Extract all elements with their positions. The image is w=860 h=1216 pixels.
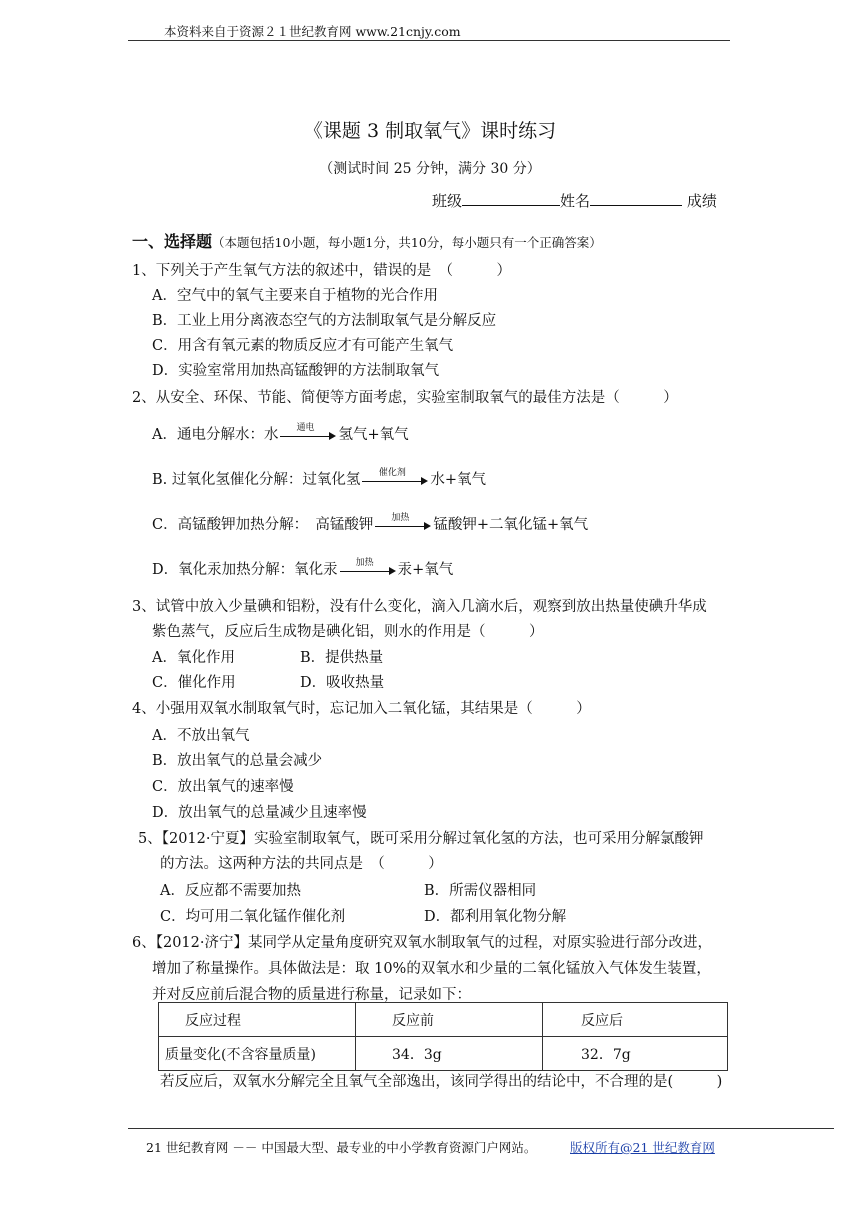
q3-stem-line2: 紫色蒸气，反应后生成物是碘化铝，则水的作用是（ ） xyxy=(152,624,544,640)
q1-stem: 1、下列关于产生氧气方法的叙述中，错误的是 （ ） xyxy=(132,263,511,279)
name-label: 姓名 xyxy=(560,192,591,210)
q4-option-d: D．放出氧气的总量减少且速率慢 xyxy=(152,805,367,821)
q3-option-c: C．催化作用 xyxy=(152,675,236,691)
q4-stem: 4、小强用双氧水制取氧气时，忘记加入二氧化锰，其结果是（ ） xyxy=(132,701,591,717)
reaction-arrow xyxy=(280,423,336,442)
reaction-condition: 加热 xyxy=(355,558,374,568)
q5-option-c: C．均可用二氧化锰作催化剂 xyxy=(160,909,346,925)
name-blank[interactable] xyxy=(590,191,682,206)
table-header-cell: 反应前 xyxy=(356,1003,543,1037)
q3-option-d: D．吸收热量 xyxy=(300,675,385,691)
q2-option-a xyxy=(152,423,409,444)
q2-a-reactant: A．通电分解水：水 xyxy=(152,427,279,443)
q2-stem: 2、从安全、环保、节能、简便等方面考虑，实验室制取氧气的最佳方法是（ ） xyxy=(132,390,678,406)
q6-stem-line2: 增加了称量操作。具体做法是：取 10%的双氧水和少量的二氧化锰放入气体发生装置， xyxy=(152,961,711,977)
reaction-condition: 通电 xyxy=(296,423,315,433)
score-label: 成绩 xyxy=(686,192,717,210)
reaction-arrow xyxy=(362,468,428,487)
q2-option-b xyxy=(152,468,486,489)
q6-stem-line1: 6、【2012·济宁】某同学从定量角度研究双氧水制取氧气的过程，对原实验进行部分改进， xyxy=(132,935,712,951)
reaction-condition: 催化剂 xyxy=(378,468,406,478)
footer-text: 21 世纪教育网 －－ 中国最大型、最专业的中小学教育资源门户网站。 xyxy=(146,1140,537,1155)
table-header-cell: 反应后 xyxy=(543,1003,728,1037)
q1-option-a: A．空气中的氧气主要来自于植物的光合作用 xyxy=(152,288,438,304)
class-label: 班级 xyxy=(432,192,463,210)
class-blank[interactable] xyxy=(462,191,560,206)
q4-option-a: A．不放出氧气 xyxy=(152,728,250,744)
q2-d-reactant: D．氧化汞加热分解：氧化汞 xyxy=(152,562,338,578)
q3-option-a: A．氧化作用 xyxy=(152,650,235,666)
reaction-arrow xyxy=(375,513,431,532)
table-cell: 质量变化(不含容量质量) xyxy=(159,1037,356,1071)
q5-stem-line1: 5、【2012·宁夏】实验室制取氧气，既可采用分解过氧化氢的方法，也可采用分解氯酸钾 xyxy=(138,831,704,847)
q3-option-b: B．提供热量 xyxy=(300,650,384,666)
table-header-cell: 反应过程 xyxy=(159,1003,356,1037)
header-source-text: 本资料来自于资源２１世纪教育网 www.21cnjy.com xyxy=(164,24,461,39)
page-subtitle: （测试时间 25 分钟，满分 30 分） xyxy=(319,161,541,177)
q3-stem-line1: 3、试管中放入少量碘和铝粉，没有什么变化，滴入几滴水后，观察到放出热量使碘升华成 xyxy=(132,599,707,615)
q2-d-product: 汞+氧气 xyxy=(397,562,454,578)
section-note: （本题包括10小题，每小题1分，共10分，每小题只有一个正确答案） xyxy=(212,235,602,250)
reaction-condition: 加热 xyxy=(391,513,410,523)
q2-c-product: 锰酸钾+二氧化锰+氧气 xyxy=(433,517,589,533)
q2-c-reactant: C．高锰酸钾加热分解： 高锰酸钾 xyxy=(152,517,374,533)
q4-option-b: B．放出氧气的总量会减少 xyxy=(152,753,323,769)
q6-follow-up: 若反应后，双氧水分解完全且氧气全部逸出，该同学得出的结论中，不合理的是( ) xyxy=(160,1074,723,1090)
reaction-arrow xyxy=(340,558,396,577)
q5-option-d: D．都利用氧化物分解 xyxy=(424,909,567,925)
q2-a-product: 氢气+氧气 xyxy=(338,427,409,443)
header-divider xyxy=(128,40,730,41)
table-cell: 32．7g xyxy=(543,1037,728,1071)
q1-option-d: D．实验室常用加热高锰酸钾的方法制取氧气 xyxy=(152,363,440,379)
record-table xyxy=(158,1002,728,1071)
page-title: 《课题 3 制取氧气》课时练习 xyxy=(303,120,557,142)
q2-option-d xyxy=(152,558,453,579)
table-row xyxy=(159,1037,728,1071)
q6-stem-line3: 并对反应前后混合物的质量进行称量，记录如下： xyxy=(152,987,471,1003)
q1-option-b: B．工业上用分离液态空气的方法制取氧气是分解反应 xyxy=(152,313,497,329)
table-header-row xyxy=(159,1003,728,1037)
footer-copyright-link[interactable]: 版权所有@21 世纪教育网 xyxy=(570,1140,715,1155)
q5-stem-line2: 的方法。这两种方法的共同点是 （ ） xyxy=(160,856,443,872)
table-cell: 34．3g xyxy=(356,1037,543,1071)
section-title: 一、选择题 xyxy=(132,232,213,251)
q2-b-reactant: B. 过氧化氢催化分解：过氧化氢 xyxy=(152,472,361,488)
q2-option-c xyxy=(152,513,588,534)
q5-option-a: A．反应都不需要加热 xyxy=(160,883,301,899)
q4-option-c: C．放出氧气的速率慢 xyxy=(152,779,294,795)
student-info-row xyxy=(432,190,717,211)
q5-option-b: B．所需仪器相同 xyxy=(424,883,537,899)
footer-divider xyxy=(128,1128,834,1129)
q2-b-product: 水+氧气 xyxy=(430,472,487,488)
section-heading xyxy=(132,229,602,252)
q1-option-c: C．用含有氧元素的物质反应才有可能产生氧气 xyxy=(152,338,454,354)
